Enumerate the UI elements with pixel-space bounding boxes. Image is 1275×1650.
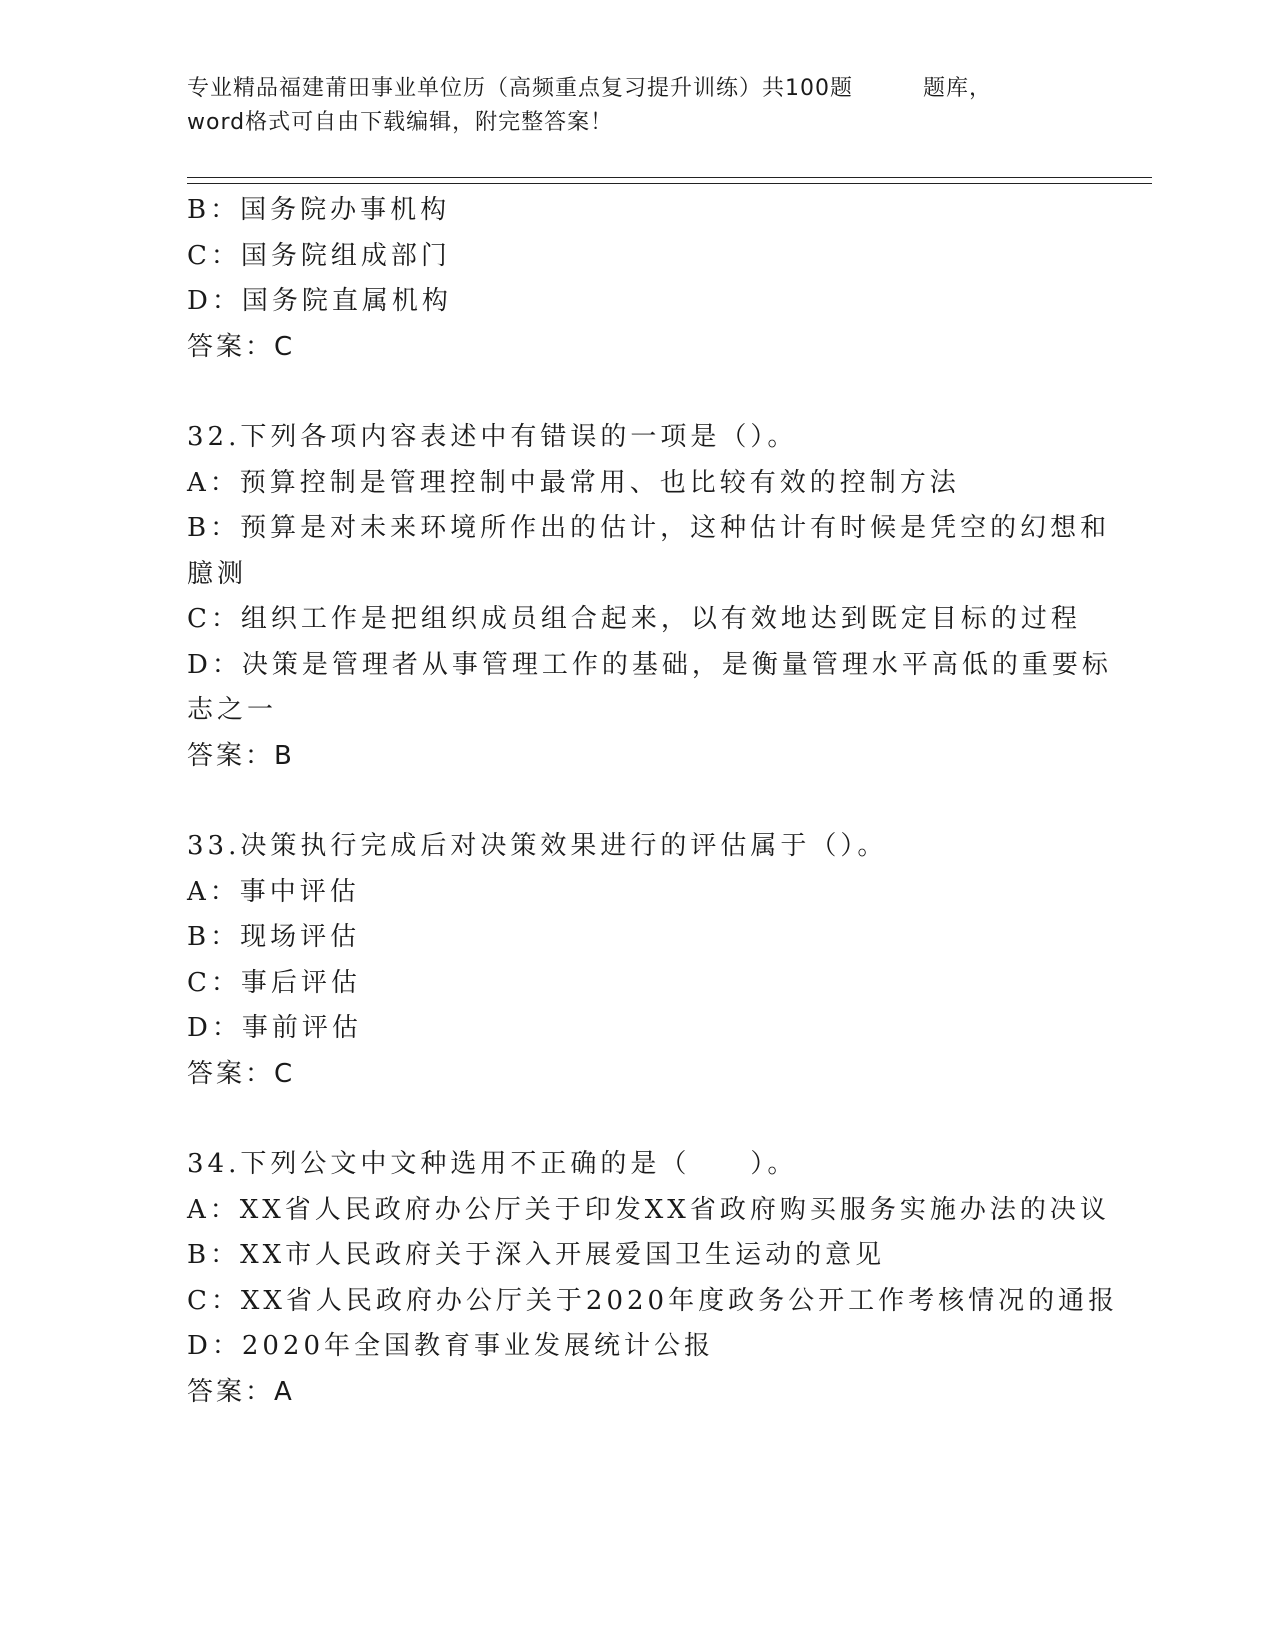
option-line: A：预算控制是管理控制中最常用、也比较有效的控制方法 [187,467,960,498]
option-line: C：组织工作是把组织成员组合起来，以有效地达到既定目标的过程 [187,604,1081,634]
option-line: B：XX市人民政府关于深入开展爱国卫生运动的意见 [187,1240,886,1270]
option-line-wrap: 志之一 [187,695,278,725]
option-line: A：XX省人民政府办公厅关于印发XX省政府购买服务实施办法的决议 [187,1194,1110,1225]
option-line: D：国务院直属机构 [187,286,452,316]
answer-line: 答案：C [187,331,296,362]
question-list [187,188,1119,1415]
answer-line: 答案：C [187,1058,296,1089]
question-title: 34.下列公文中文种选用不正确的是（ ）。 [187,1149,798,1179]
question-32 [187,415,1112,779]
header-suffix: 题库， [923,76,993,101]
question-title: 33.决策执行完成后对决策效果进行的评估属于（）。 [187,831,888,861]
option-line: C：国务院组成部门 [187,240,451,271]
question-title: 32.下列各项内容表述中有错误的一项是（）。 [187,422,798,452]
question-34 [187,1142,1119,1415]
option-line: B：国务院办事机构 [187,195,451,225]
header-divider-bottom [187,183,1152,184]
option-line: C：XX省人民政府办公厅关于2020年度政务公开工作考核情况的通报 [187,1285,1119,1316]
header-title: 专业精品福建莆田事业单位历（高频重点复习提升训练）共100题 [187,76,853,101]
option-line: D：2020年全国教育事业发展统计公报 [187,1331,715,1361]
header-line-1 [187,72,1087,106]
question-33 [187,824,1067,1097]
page-header [187,72,1087,140]
answer-line: 答案：A [187,1376,295,1407]
option-line-wrap: 臆测 [187,558,248,589]
option-line: A：事中评估 [187,876,360,907]
answer-line: 答案：B [187,740,295,771]
question-31-continued [187,188,1067,370]
option-line: D：决策是管理者从事管理工作的基础，是衡量管理水平高低的重要标 [187,649,1112,680]
header-divider-top [187,177,1152,178]
option-line: B：现场评估 [187,922,361,952]
option-line: C：事后评估 [187,967,361,998]
header-line-2: word格式可自由下载编辑，附完整答案！ [187,110,614,135]
option-line: B：预算是对未来环境所作出的估计，这种估计有时候是凭空的幻想和 [187,513,1111,543]
option-line: D：事前评估 [187,1013,362,1043]
